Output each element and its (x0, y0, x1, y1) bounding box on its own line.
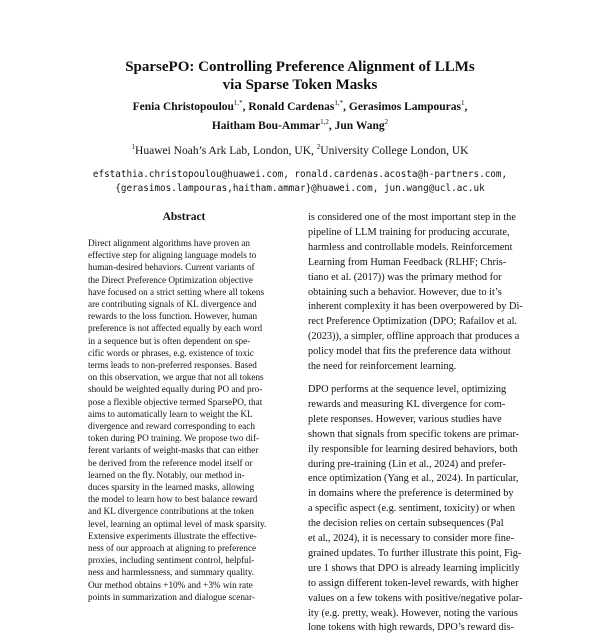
intro-paragraph-1 (308, 211, 534, 375)
text-line: are contributing signals of KL divergence and (88, 299, 257, 310)
text-line: ness of our approach at aligning to preference (88, 543, 257, 554)
text-line: rect Preference Optimization (DPO; Rafailov et al. (308, 316, 518, 328)
author-name: Ronald Cardenas (248, 100, 335, 113)
author-emails (0, 168, 600, 196)
intro-paragraph-2 (308, 383, 534, 636)
text-line: lone tokens with high rewards, DPO’s reward dis- (308, 622, 514, 634)
affiliations (0, 140, 600, 159)
text-line: Extensive experiments illustrate the effective- (88, 530, 257, 541)
text-line: on this observation, we argue that not all tokens (88, 372, 264, 383)
text-line: human-desired behaviors. Current variants of (88, 262, 255, 273)
text-line: Learning from Human Feedback (RLHF; Chris- (308, 256, 507, 268)
text-line: values on a few tokens with positive/negative polar- (308, 592, 523, 604)
author-affil-mark: 2 (384, 117, 389, 126)
text-line: the Direct Preference Optimization objective (88, 274, 253, 285)
text-line: effective step for aligning language models to (88, 250, 257, 261)
text-line: tiano et al. (2017)) was the primary method for (308, 271, 502, 283)
text-line: grained updates. To further illustrate this point, Fig- (308, 547, 522, 559)
paper-title (0, 58, 600, 94)
author-affil-mark: 1,* (233, 99, 243, 107)
text-line: cific words or phrases, e.g. existence of toxic (88, 347, 254, 358)
text-line: is considered one of the most important step in the (308, 212, 516, 223)
text-line: obtaining such a behavior. However, due to it’s (308, 286, 502, 298)
author-name: Jun Wang (334, 119, 385, 132)
text-line: proxies, including sentiment control, helpful- (88, 555, 255, 566)
text-line: rewards to the loss function. However, human (88, 311, 258, 322)
text-line: ferent variants of weight-masks that can either (88, 445, 259, 456)
text-line: ence optimization (Yang et al., 2024). In particular, (308, 473, 519, 485)
text-line: policy model that fits the preference data without (308, 346, 511, 358)
author-affil-mark: 1,* (334, 99, 344, 107)
affil-mark: 2 (316, 143, 321, 151)
author-line-2: Haitham Bou-Ammar$^{1,2}$, Jun Wang$^2$ (211, 117, 389, 132)
author-name: Haitham Bou-Ammar (211, 119, 321, 132)
title-line-1: SparsePO: Controlling Preference Alignment of LLMs (125, 59, 475, 75)
text-line: et al., 2024), it is necessary to consider more fine- (308, 533, 514, 545)
text-line: shown that signals from specific tokens are primar- (308, 428, 520, 440)
text-line: rewards and measuring KL divergence for com- (308, 398, 506, 410)
text-line: token during PO training. We propose two dif- (88, 433, 260, 444)
text-line: be derived from the reference model itself or (88, 457, 253, 468)
title-line-2: via Sparse Token Masks (222, 77, 378, 93)
text-line: points in summarization and dialogue scenar- (88, 591, 255, 602)
introduction-column (308, 211, 534, 636)
email-line-1: efstathia.christopoulou@huawei.com, ronald.cardenas.acosta@h-partners.com, (92, 169, 508, 180)
affiliation-1: Huawei Noah’s Ark Lab, London, UK, (135, 144, 314, 157)
text-line: ily responsible for learning desired behaviors, both (308, 443, 518, 455)
text-line: learned on the fly. Notably, our method in- (88, 469, 245, 480)
author-name: Fenia Christopoulou (132, 100, 234, 113)
email-line-2: {gerasimos.lampouras,haitham.ammar}@huawei.com, jun.wang@ucl.ac.uk (115, 183, 485, 194)
text-line: ness and harmlessness, and summary quality. (88, 567, 255, 578)
author-list (0, 96, 600, 134)
text-line: ure 1 shows that DPO is already learning implicitly (308, 562, 520, 574)
text-line: level, learning an optimal level of mask sparsity. (88, 518, 267, 529)
abstract-body (88, 237, 280, 603)
text-line: a specific aspect (e.g. sentiment, toxicity) or when (308, 503, 516, 515)
text-line: and KL divergence contributions at the token (88, 506, 254, 517)
text-line: to assign different token-level rewards, with higher (308, 577, 519, 589)
text-line: during pre-training (Lin et al., 2024) and prefer- (308, 458, 506, 470)
author-line-1: Fenia Christopoulou$^{1,*}$, Ronald Cardenas$^{1,*}$, Gerasimos Lampouras$^1$, (132, 99, 468, 113)
text-line: the model to learn how to best balance reward (88, 494, 258, 505)
text-line: (2023)), a simpler, offline approach that produces a (308, 331, 520, 343)
abstract-heading: Abstract (162, 211, 206, 223)
text-line: DPO performs at the sequence level, optimizing (308, 383, 507, 395)
affiliation-2: University College London, UK (320, 144, 469, 157)
text-line: the need for reinforcement learning. (308, 361, 457, 373)
text-line: terms leads to non-preferred responses. Based (88, 360, 257, 371)
text-line: have focused on a strict setting where all tokens (88, 286, 265, 297)
text-line: Our method obtains +10% and +3% win rate (88, 579, 253, 590)
text-line: duces sparsity in the learned masks, allowing (88, 482, 255, 493)
text-line: pipeline of LLM training for producing accurate, (308, 226, 510, 238)
text-line: Direct alignment algorithms have proven an (88, 238, 251, 248)
paragraph-gap (308, 375, 534, 383)
text-line: harmless and controllable models. Reinforcement (308, 241, 513, 253)
text-line: preference is not affected equally by each word (88, 323, 263, 334)
text-line: plete responses. However, various studies have (308, 413, 502, 425)
text-line: should be weighted equally during PO and pro- (88, 384, 263, 395)
text-line: ity (e.g. pretty, weak). However, noting the various (308, 607, 518, 619)
author-affil-mark: 1,2 (320, 117, 329, 126)
author-name: Gerasimos Lampouras (348, 100, 461, 113)
text-line: in a sequence but is often dependent on spe- (88, 335, 251, 346)
text-line: the decision relies on certain subsequences (Pal (308, 518, 504, 530)
text-line: aims to automatically learn to weight the KL (88, 408, 253, 419)
text-line: divergence and reward corresponding to each (88, 421, 255, 432)
text-line: pose a flexible objective termed SparsePO, that (88, 396, 263, 407)
text-line: in domains where the preference is determined by (308, 488, 514, 500)
author-affil-mark: 1 (461, 99, 465, 107)
abstract-section (88, 210, 280, 603)
text-line: inherent complexity it has been overpowered by Di- (308, 301, 523, 313)
affil-mark: 1 (131, 143, 136, 151)
